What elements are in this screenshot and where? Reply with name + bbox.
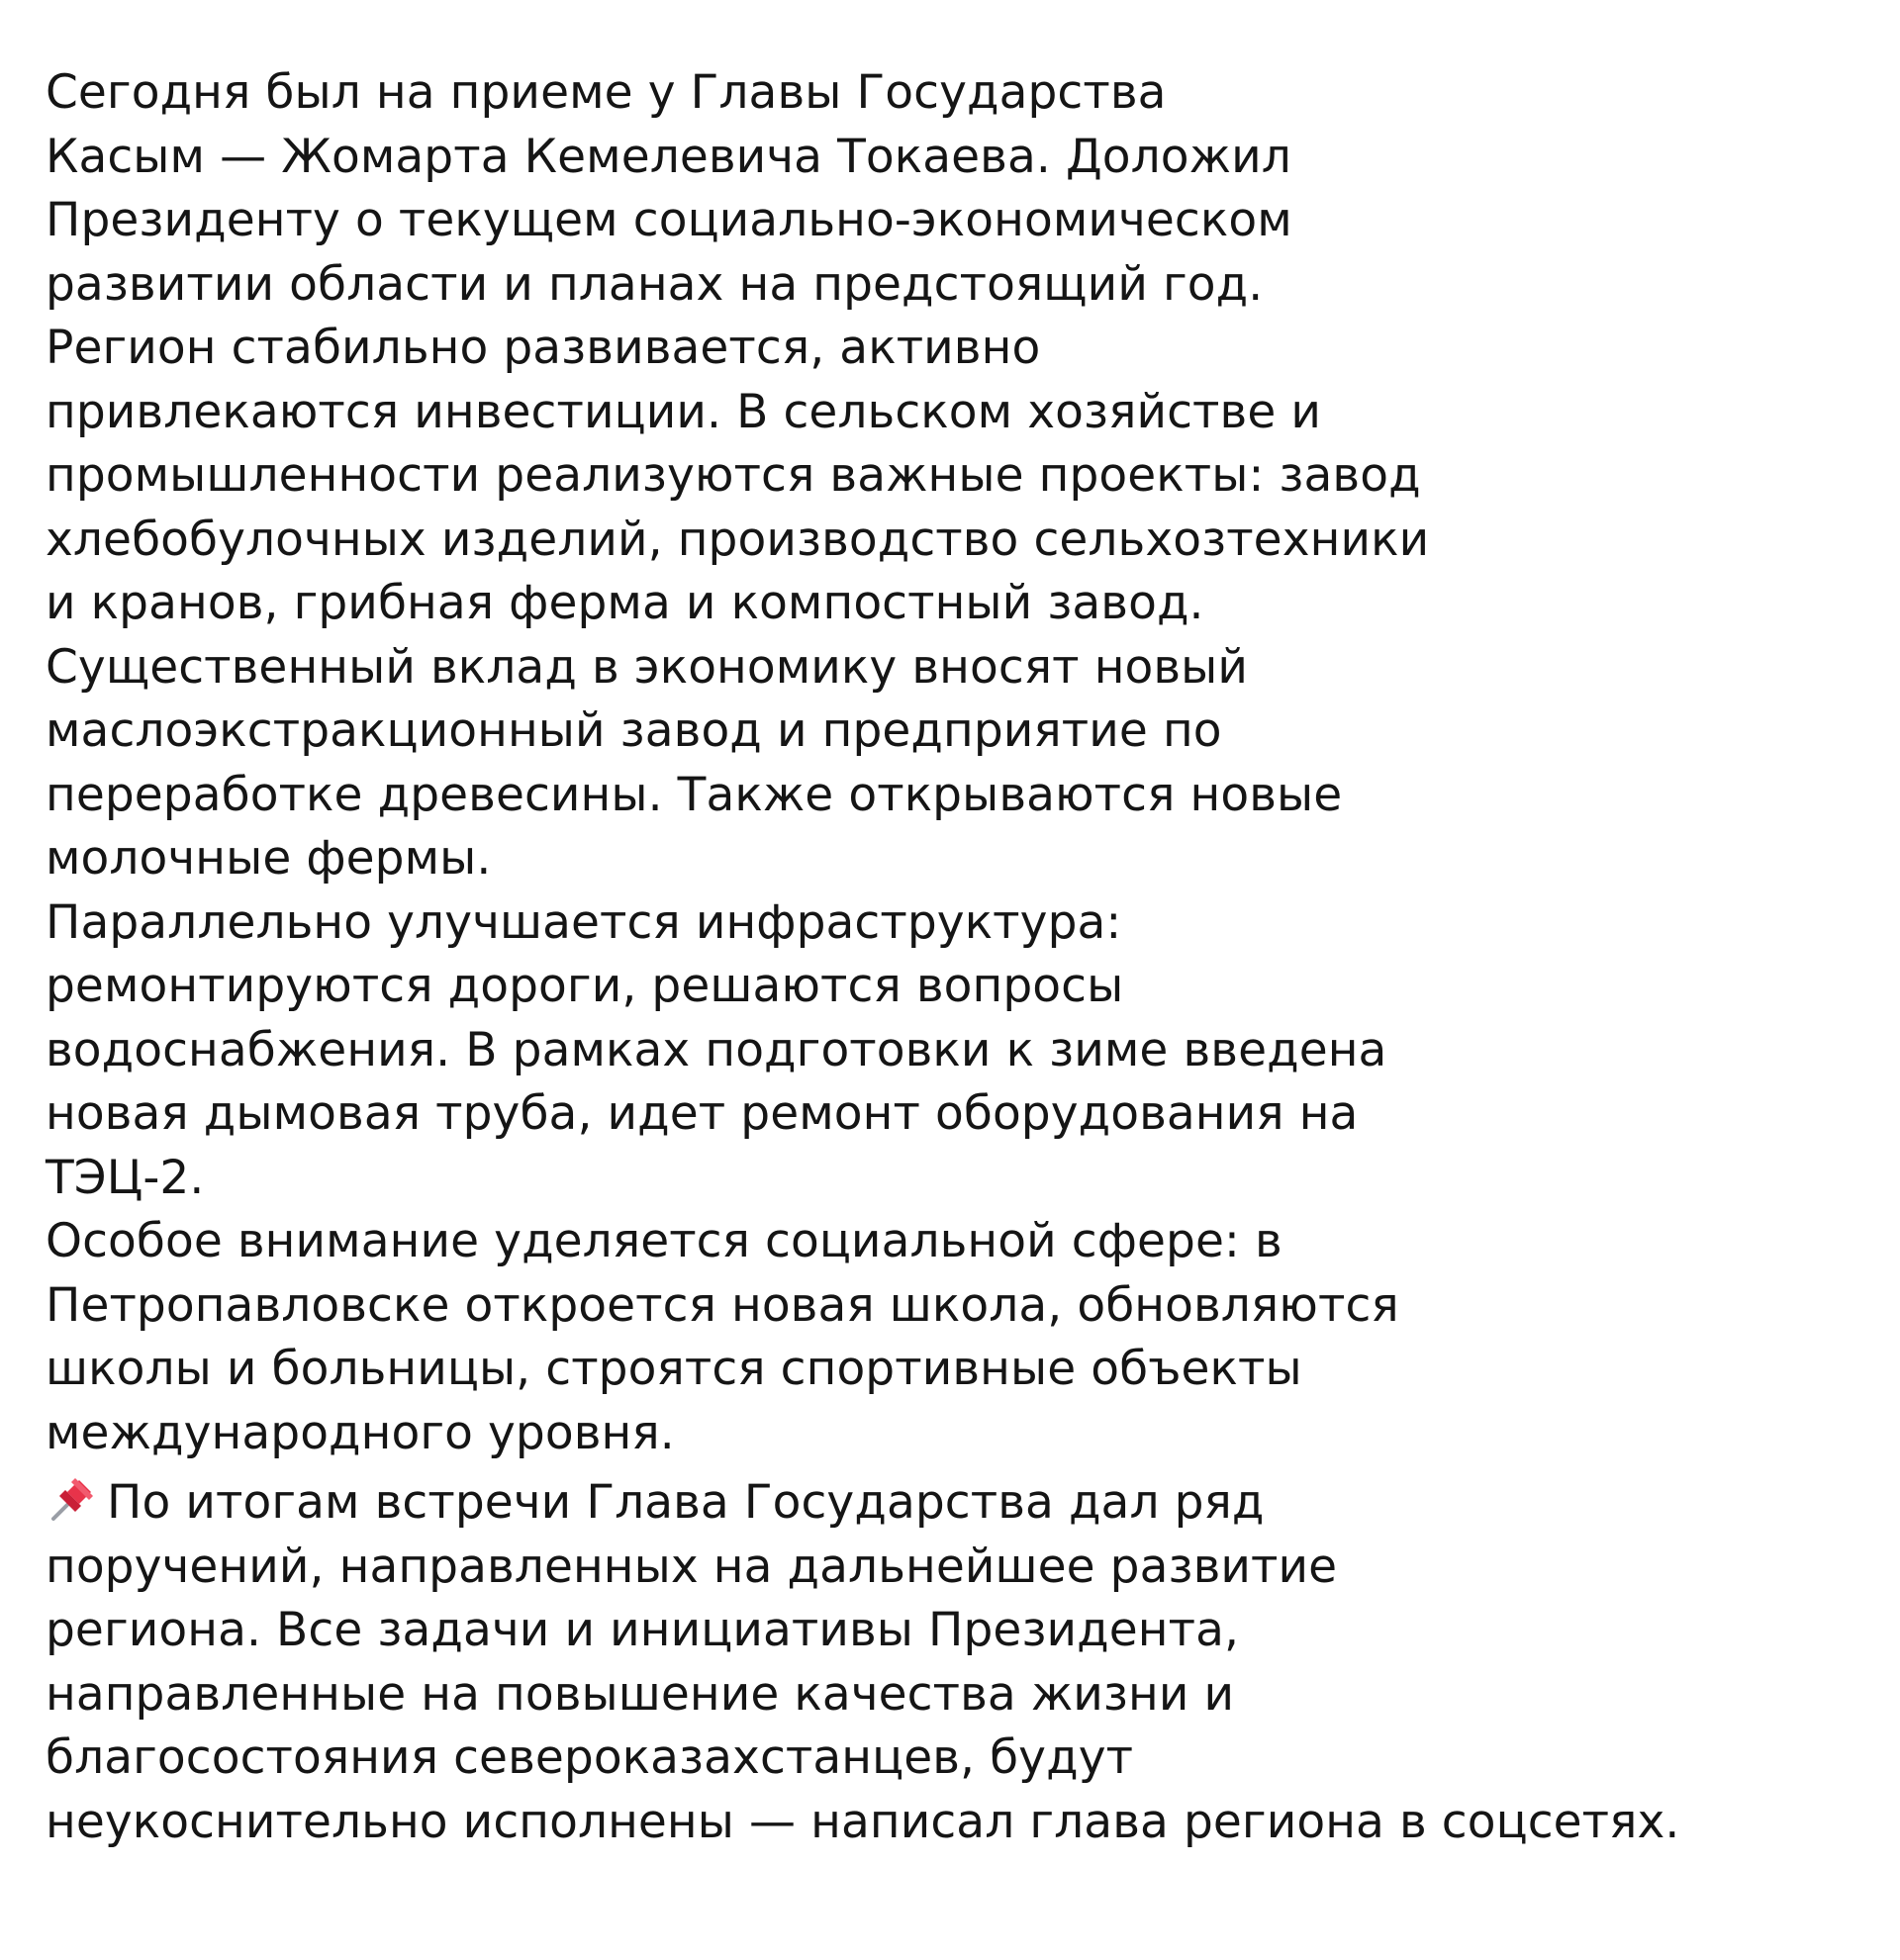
text-line: Петропавловске откроется новая школа, обновляются <box>46 1277 1399 1333</box>
text-line: региона. Все задачи и инициативы Президента, <box>46 1603 1240 1657</box>
post-text <box>46 61 1847 1854</box>
text-line-content: По итогам встречи Глава Государства дал ряд <box>107 1475 1265 1530</box>
text-line: Параллельно улучшается инфраструктура: <box>46 894 1122 950</box>
text-line <box>46 1471 1847 1536</box>
text-line: Особое внимание уделяется социальной сфере: в <box>46 1214 1282 1268</box>
paragraph-2 <box>46 317 1847 636</box>
text-line: молочные фермы. <box>46 831 492 886</box>
text-line: хлебобулочных изделий, производство сельхозтехники <box>46 512 1430 567</box>
pushpin-icon <box>46 1472 99 1526</box>
text-line: и кранов, грибная ферма и компостный завод. <box>46 576 1204 630</box>
paragraph-5 <box>46 1210 1847 1465</box>
paragraph-4 <box>46 891 1847 1211</box>
paragraph-1 <box>46 61 1847 317</box>
paragraph-6 <box>46 1471 1847 1854</box>
text-line: Регион стабильно развивается, активно <box>46 321 1041 375</box>
text-line: Касым — Жомарта Кемелевича Токаева. Доложил <box>46 129 1291 184</box>
text-line: переработке древесины. Также открываются новые <box>46 767 1343 822</box>
text-line: благосостояния североказахстанцев, будут <box>46 1730 1134 1785</box>
text-line: привлекаются инвестиции. В сельском хозяйстве и <box>46 384 1322 439</box>
text-line: школы и больницы, строятся спортивные объекты <box>46 1342 1302 1396</box>
text-line: ТЭЦ-2. <box>46 1150 205 1205</box>
text-line: развитии области и планах на предстоящий год. <box>46 256 1264 312</box>
text-line: неукоснительно исполнены — написал глава региона в соцсетях. <box>46 1794 1680 1849</box>
text-line: Президенту о текущем социально-экономическом <box>46 193 1292 247</box>
text-line: промышленности реализуются важные проекты: завод <box>46 448 1421 503</box>
text-line: водоснабжения. В рамках подготовки к зиме введена <box>46 1022 1387 1077</box>
text-line: Сегодня был на приеме у Главы Государства <box>46 65 1167 120</box>
text-line: поручений, направленных на дальнейшее развитие <box>46 1539 1338 1594</box>
text-line: ремонтируются дороги, решаются вопросы <box>46 959 1124 1013</box>
text-line: международного уровня. <box>46 1405 675 1460</box>
text-line: новая дымовая труба, идет ремонт оборудования на <box>46 1086 1359 1141</box>
text-line: направленные на повышение качества жизни и <box>46 1666 1235 1722</box>
text-line: Существенный вклад в экономику вносят новый <box>46 639 1249 695</box>
text-line: маслоэкстракционный завод и предприятие по <box>46 703 1222 758</box>
paragraph-3 <box>46 636 1847 891</box>
